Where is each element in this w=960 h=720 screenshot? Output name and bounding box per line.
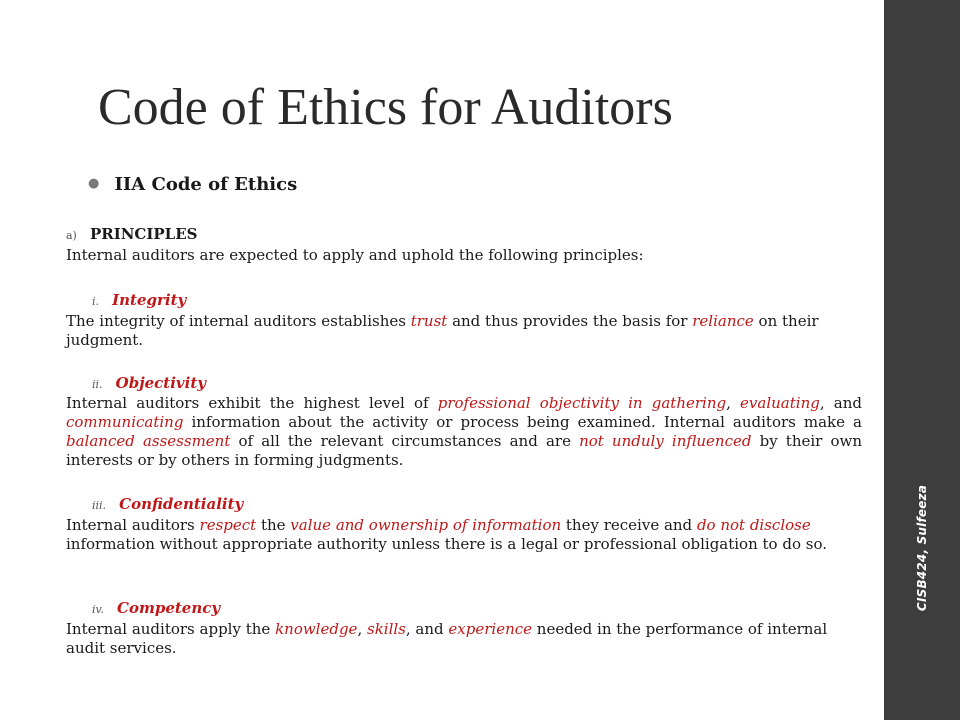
competency-paragraph: Internal auditors apply the knowledge, skills, and experience needed in the performance of internal audit services.	[66, 620, 828, 657]
bullet-dot-icon: ●	[88, 176, 100, 191]
principles-heading: PRINCIPLES	[89, 225, 198, 243]
confidentiality-heading: Confidentiality	[119, 495, 244, 513]
sidebar-band	[884, 0, 960, 720]
list-marker: i.	[92, 295, 100, 308]
principles-heading-row	[66, 224, 197, 243]
integrity-heading: Integrity	[112, 291, 187, 309]
objectivity-paragraph: Internal auditors exhibit the highest level of professional objectivity in gathering, evaluating, and communicating information about the activity or process being examined. Internal auditors make a balanced assessment of all the relevant circumstances and are not unduly influenced by their own interests or by others in forming judgments.	[66, 394, 863, 469]
list-marker: iii.	[92, 499, 107, 512]
competency-heading: Competency	[117, 599, 221, 617]
list-marker: ii.	[92, 378, 103, 391]
principles-intro: Internal auditors are expected to apply and uphold the following principles:	[66, 246, 644, 264]
list-marker: iv.	[92, 603, 104, 616]
bullet-item	[88, 174, 297, 195]
slide-title: Code of Ethics for Auditors	[98, 79, 673, 136]
bullet-text: IIA Code of Ethics	[114, 174, 298, 195]
confidentiality-heading-row	[92, 494, 243, 513]
objectivity-heading: Objectivity	[115, 374, 206, 392]
integrity-paragraph: The integrity of internal auditors establishes trust and thus provides the basis for reliance on their judgment.	[66, 312, 819, 349]
course-author-label: CISB424, Sulfeeza	[915, 484, 929, 612]
competency-heading-row	[92, 598, 220, 617]
list-marker: a)	[66, 229, 77, 242]
confidentiality-paragraph: Internal auditors respect the value and ownership of information they receive and do not disclose information without appropriate authority unless there is a legal or professional obligation to do so.	[66, 516, 827, 553]
objectivity-heading-row	[92, 373, 206, 392]
integrity-heading-row	[92, 290, 186, 309]
